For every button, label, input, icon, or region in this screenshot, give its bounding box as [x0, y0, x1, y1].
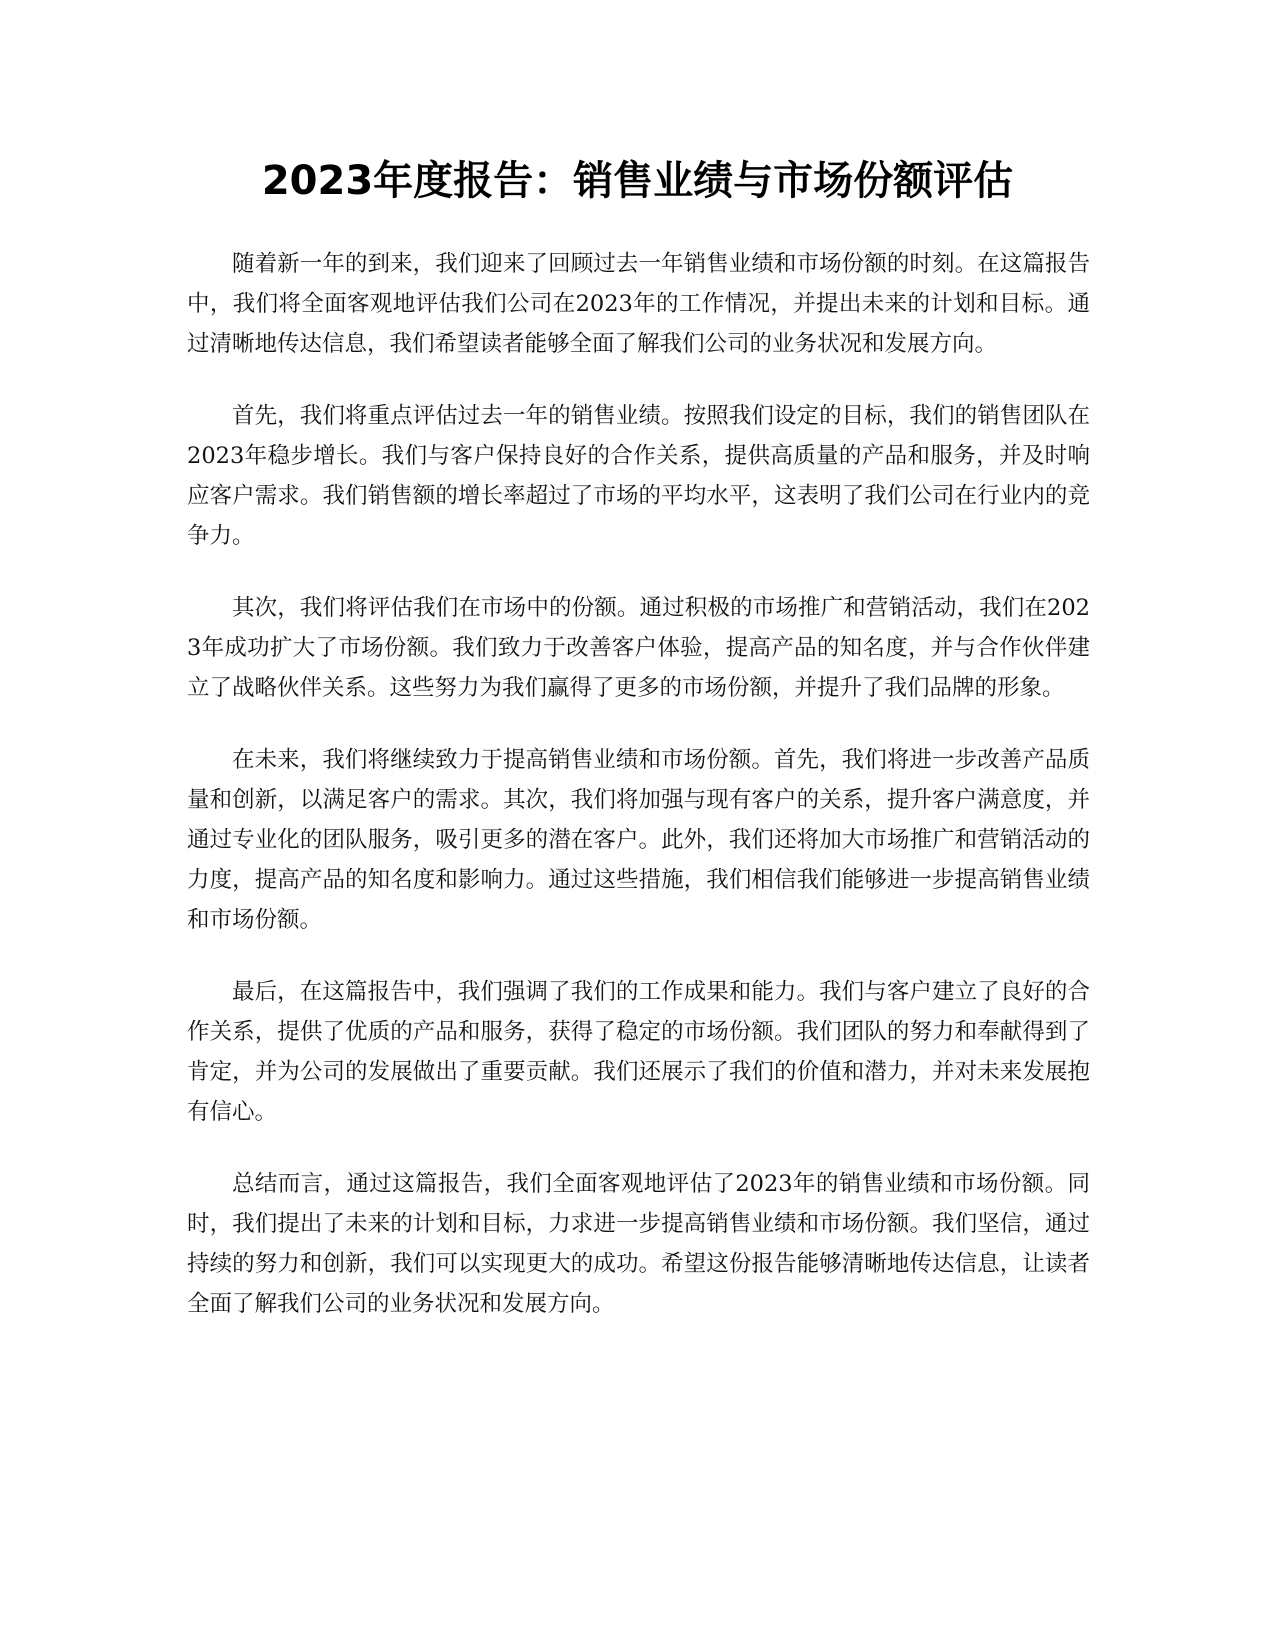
paragraph-intro: 随着新一年的到来，我们迎来了回顾过去一年销售业绩和市场份额的时刻。在这篇报告中，我们将全面客观地评估我们公司在2023年的工作情况，并提出未来的计划和目标。通过清晰地传达信息，我们希望读者能够全面了解我们公司的业务状况和发展方向。	[187, 251, 1090, 357]
paragraph-achievements: 最后，在这篇报告中，我们强调了我们的工作成果和能力。我们与客户建立了良好的合作关系，提供了优质的产品和服务，获得了稳定的市场份额。我们团队的努力和奉献得到了肯定，并为公司的发展做出了重要贡献。我们还展示了我们的价值和潜力，并对未来发展抱有信心。	[187, 979, 1090, 1125]
document-title: 2023年度报告：销售业绩与市场份额评估	[261, 158, 1014, 204]
paragraph-conclusion: 总结而言，通过这篇报告，我们全面客观地评估了2023年的销售业绩和市场份额。同时，我们提出了未来的计划和目标，力求进一步提高销售业绩和市场份额。我们坚信，通过持续的努力和创新，我们可以实现更大的成功。希望这份报告能够清晰地传达信息，让读者全面了解我们公司的业务状况和发展方向。	[187, 1171, 1090, 1317]
paragraph-future-plans: 在未来，我们将继续致力于提高销售业绩和市场份额。首先，我们将进一步改善产品质量和创新，以满足客户的需求。其次，我们将加强与现有客户的关系，提升客户满意度，并通过专业化的团队服务，吸引更多的潜在客户。此外，我们还将加大市场推广和营销活动的力度，提高产品的知名度和影响力。通过这些措施，我们相信我们能够进一步提高销售业绩和市场份额。	[187, 747, 1090, 933]
paragraph-sales-performance: 首先，我们将重点评估过去一年的销售业绩。按照我们设定的目标，我们的销售团队在2023年稳步增长。我们与客户保持良好的合作关系，提供高质量的产品和服务，并及时响应客户需求。我们销售额的增长率超过了市场的平均水平，这表明了我们公司在行业内的竞争力。	[187, 403, 1090, 549]
document-body	[187, 244, 1090, 1356]
paragraph-market-share: 其次，我们将评估我们在市场中的份额。通过积极的市场推广和营销活动，我们在2023年成功扩大了市场份额。我们致力于改善客户体验，提高产品的知名度，并与合作伙伴建立了战略伙伴关系。这些努力为我们赢得了更多的市场份额，并提升了我们品牌的形象。	[187, 595, 1090, 701]
